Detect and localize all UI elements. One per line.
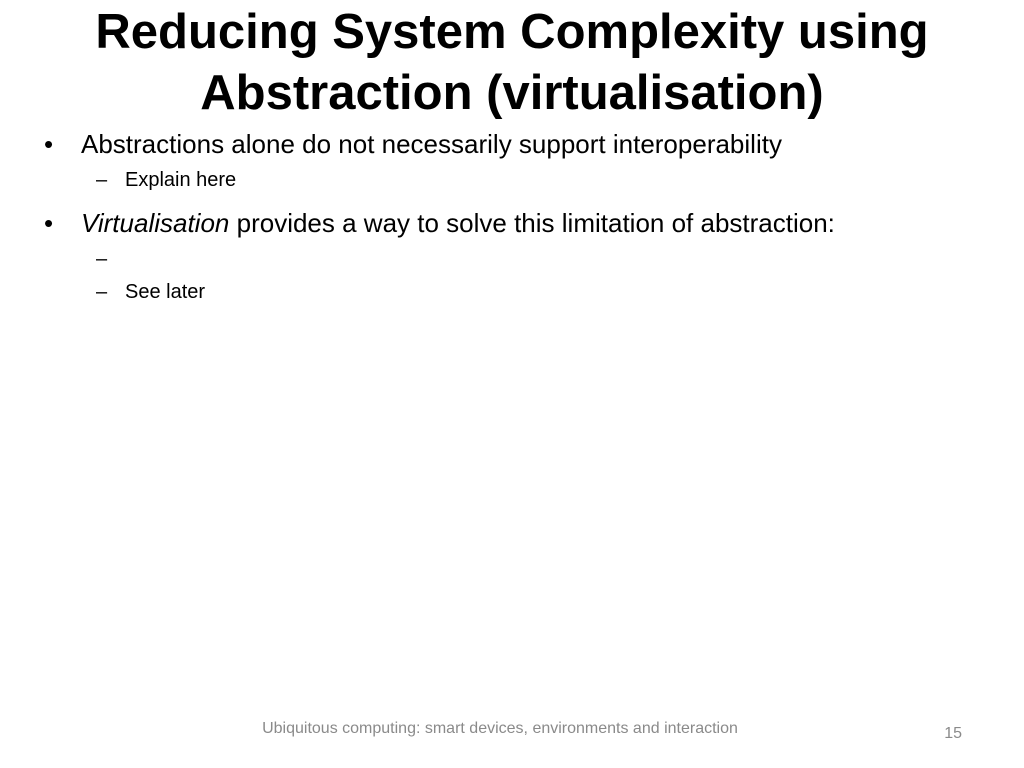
sub-bullet-item (0, 276, 1024, 309)
sub-bullet-text: Explain here (125, 169, 237, 191)
sub-bullet-item (0, 243, 1024, 276)
bullet-marker: • (44, 129, 54, 159)
bullet-item (0, 124, 1024, 164)
sub-bullet-item (0, 164, 1024, 197)
slide-title (40, 2, 984, 124)
sub-bullet-text: See later (125, 281, 206, 303)
sub-bullet-marker: – (96, 281, 108, 303)
bullet-emphasis-text: Virtualisation (81, 208, 230, 238)
slide-footer: Ubiquitous computing: smart devices, environments and interaction (262, 720, 738, 737)
bullet-text: Abstractions alone do not necessarily support interoperability (81, 129, 782, 159)
sub-bullet-marker: – (96, 248, 108, 270)
slide-title-line-1: Reducing System Complexity using (95, 5, 929, 59)
slide-body (0, 124, 1024, 309)
slide-title-line-2: Abstraction (virtualisation) (200, 66, 824, 120)
bullet-text: provides a way to solve this limitation of abstraction: (229, 208, 835, 238)
sub-bullet-marker: – (96, 169, 108, 191)
bullet-marker: • (44, 208, 54, 238)
bullet-item (0, 203, 1024, 243)
page-number: 15 (944, 725, 962, 742)
